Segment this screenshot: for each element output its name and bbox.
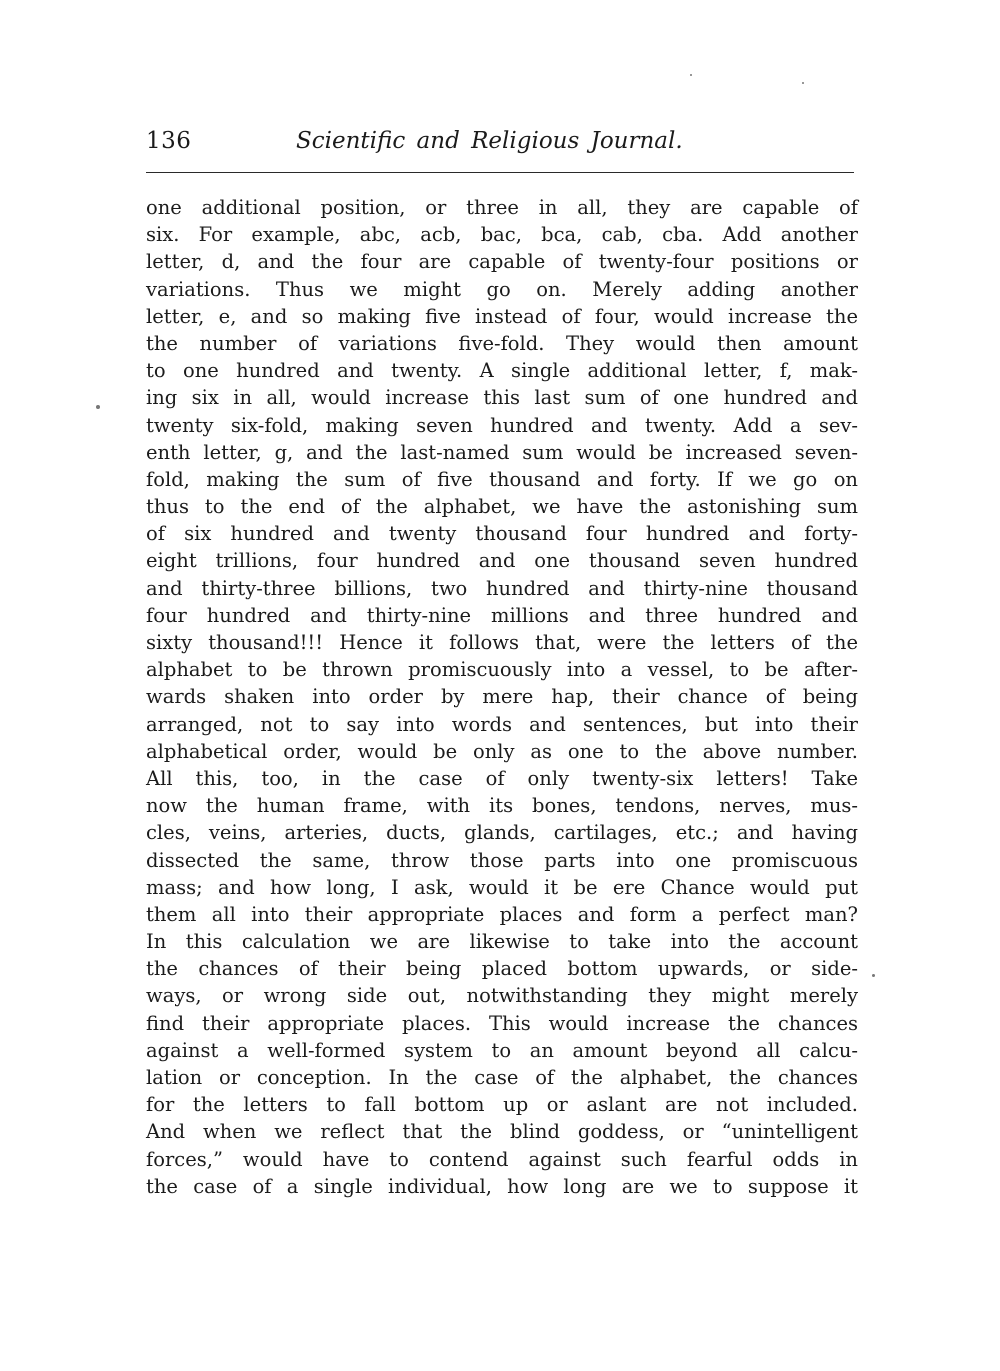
text-line: them all into their appropriate places and form a perfect man? <box>146 902 858 926</box>
text-line: the chances of their being placed bottom upwards, or side- <box>146 957 858 981</box>
text-line: cles, veins, arteries, ducts, glands, cartilages, etc.; and having <box>146 821 858 845</box>
text-line: of six hundred and twenty thousand four hundred and forty- <box>146 522 858 546</box>
text-line: arranged, not to say into words and sentences, but into their <box>146 712 858 736</box>
text-line: against a well-formed system to an amount beyond all calcu- <box>146 1038 858 1062</box>
text-line: fold, making the sum of five thousand and forty. If we go on <box>146 467 858 491</box>
page-header <box>146 128 856 162</box>
scan-speck <box>802 82 804 84</box>
text-line: sixty thousand!!! Hence it follows that, were the letters of the <box>146 631 858 654</box>
text-line: six. For example, abc, acb, bac, bca, cab, cba. Add another <box>146 223 858 247</box>
text-line: find their appropriate places. This would increase the chances <box>146 1011 858 1035</box>
scan-speck <box>690 74 692 76</box>
text-line: one additional position, or three in all, they are capable of <box>146 196 858 219</box>
text-line: In this calculation we are likewise to take into the account <box>146 930 858 954</box>
scan-speck <box>96 405 100 409</box>
text-line: and thirty-three billions, two hundred and thirty-nine thousand <box>146 576 858 600</box>
scan-speck <box>872 974 875 977</box>
text-line: four hundred and thirty-nine millions and three hundred and <box>146 603 858 627</box>
text-line: eight trillions, four hundred and one thousand seven hundred <box>146 549 858 573</box>
text-line: All this, too, in the case of only twenty-six letters! Take <box>146 766 858 790</box>
text-line: variations. Thus we might go on. Merely adding another <box>146 277 858 301</box>
text-line: now the human frame, with its bones, tendons, nerves, mus- <box>146 794 858 818</box>
text-line: letter, d, and the four are capable of twenty-four positions or <box>146 250 858 274</box>
text-line: lation or conception. In the case of the alphabet, the chances <box>146 1066 858 1089</box>
text-line: ways, or wrong side out, notwithstanding they might merely <box>146 984 858 1008</box>
running-title: Scientific and Religious Journal. <box>296 128 683 154</box>
text-line: alphabetical order, would be only as one to the above number. <box>146 739 858 763</box>
text-line: forces,” would have to contend against such fearful odds in <box>146 1147 858 1171</box>
page-number: 136 <box>146 128 192 154</box>
text-line: dissected the same, throw those parts into one promiscuous <box>146 848 858 872</box>
header-rule <box>146 172 854 173</box>
text-line: the case of a single individual, how long are we to suppose it <box>146 1174 858 1198</box>
text-line: twenty six-fold, making seven hundred and twenty. Add a sev- <box>146 413 858 437</box>
text-line: And when we reflect that the blind goddess, or “unintelligent <box>146 1120 858 1144</box>
text-line: the number of variations five-fold. They would then amount <box>146 331 858 355</box>
text-line: enth letter, g, and the last-named sum would be increased seven- <box>146 440 858 464</box>
text-line: for the letters to fall bottom up or aslant are not included. <box>146 1093 858 1117</box>
text-line: to one hundred and twenty. A single additional letter, f, mak- <box>146 359 858 383</box>
text-line: ing six in all, would increase this last sum of one hundred and <box>146 386 858 410</box>
body-text <box>146 194 858 1200</box>
text-line: letter, e, and so making five instead of four, would increase the <box>146 304 858 328</box>
text-line: alphabet to be thrown promiscuously into a vessel, to be after- <box>146 658 858 682</box>
text-line: wards shaken into order by mere hap, their chance of being <box>146 685 858 709</box>
text-line: mass; and how long, I ask, would it be ere Chance would put <box>146 875 858 899</box>
text-line: thus to the end of the alphabet, we have the astonishing sum <box>146 495 858 519</box>
